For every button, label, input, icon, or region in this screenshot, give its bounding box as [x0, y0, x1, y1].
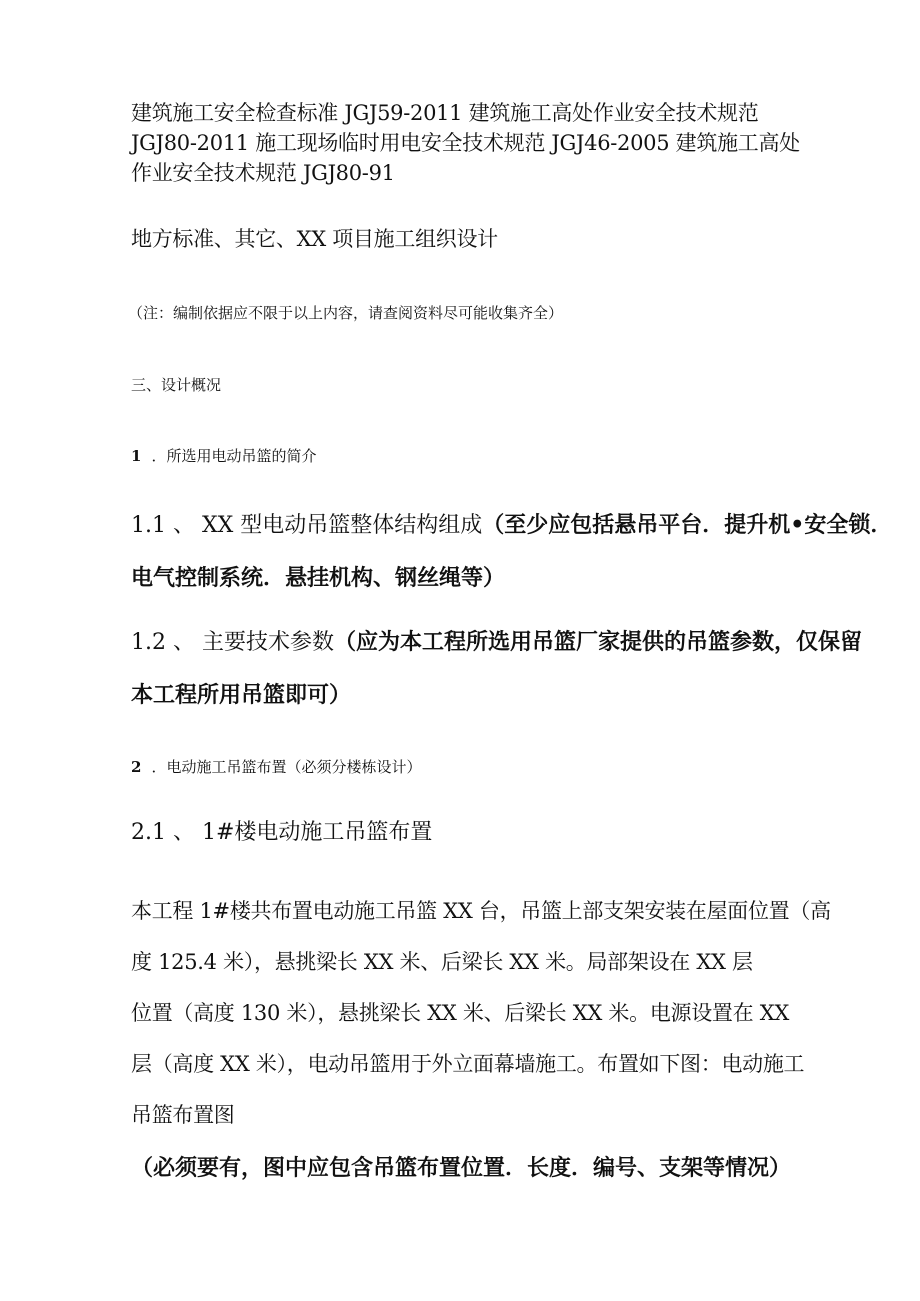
item-2-1-heading: 2.1 、 1#楼电动施工吊篮布置 [131, 820, 433, 845]
final-note: （必须要有，图中应包含吊篮布置位置．长度．编号、支架等情况） [131, 1155, 792, 1181]
item-1-2-paragraph [131, 627, 862, 711]
item-1-text: ．所选用电动吊篮的简介 [151, 447, 317, 465]
item-1-2-prefix: 1.2 、 主要技术参数 [131, 630, 334, 655]
body-line: 位置（高度 130 米），悬挑梁长 XX 米、后梁长 XX 米。电源设置在 XX [131, 1001, 790, 1025]
body-line: 度 125.4 米），悬挑梁长 XX 米、后梁长 XX 米。局部架设在 XX 层 [131, 950, 753, 974]
item-2-heading [131, 757, 801, 777]
local-standards-line: 地方标准、其它、XX 项目施工组织设计 [131, 227, 498, 251]
item-1-2-bold: （应为本工程所选用吊篮厂家提供的吊篮参数，仅保留 [333, 629, 862, 655]
standards-line: 作业安全技术规范 JGJ80-91 [131, 161, 395, 185]
standards-line: 建筑施工安全检查标准 JGJ59-2011 建筑施工高处作业安全技术规范 [131, 101, 759, 125]
item-1-1-bold-cont: 电气控制系统．悬挂机构、钢丝绳等） [131, 565, 506, 591]
body-line: 吊篮布置图 [131, 1103, 235, 1127]
item-1-1-bold: （至少应包括悬吊平台．提升机•安全锁． [482, 512, 893, 538]
body-paragraph [131, 886, 831, 1141]
item-2-number: 2 [131, 758, 142, 776]
item-1-number: 1 [131, 447, 142, 465]
item-1-heading [131, 446, 801, 466]
body-line: 本工程 1#楼共布置电动施工吊篮 XX 台，吊篮上部支架安装在屋面位置（高 [131, 899, 831, 923]
item-2-text: ．电动施工吊篮布置（必须分楼栋设计） [151, 758, 422, 776]
standards-line: JGJ80-2011 施工现场临时用电安全技术规范 JGJ46-2005 建筑施工高处 [131, 131, 800, 155]
body-line: 层（高度 XX 米），电动吊篮用于外立面幕墙施工。布置如下图：电动施工 [131, 1052, 805, 1076]
item-1-2-bold-cont: 本工程所用吊篮即可） [131, 682, 352, 708]
item-1-1-paragraph [131, 510, 893, 594]
note-line: （注：编制依据应不限于以上内容，请查阅资料尽可能收集齐全） [128, 304, 564, 322]
section-heading: 三、设计概况 [131, 376, 222, 394]
item-1-1-prefix: 1.1 、 XX 型电动吊篮整体结构组成 [131, 513, 483, 538]
standards-paragraph [131, 98, 801, 188]
